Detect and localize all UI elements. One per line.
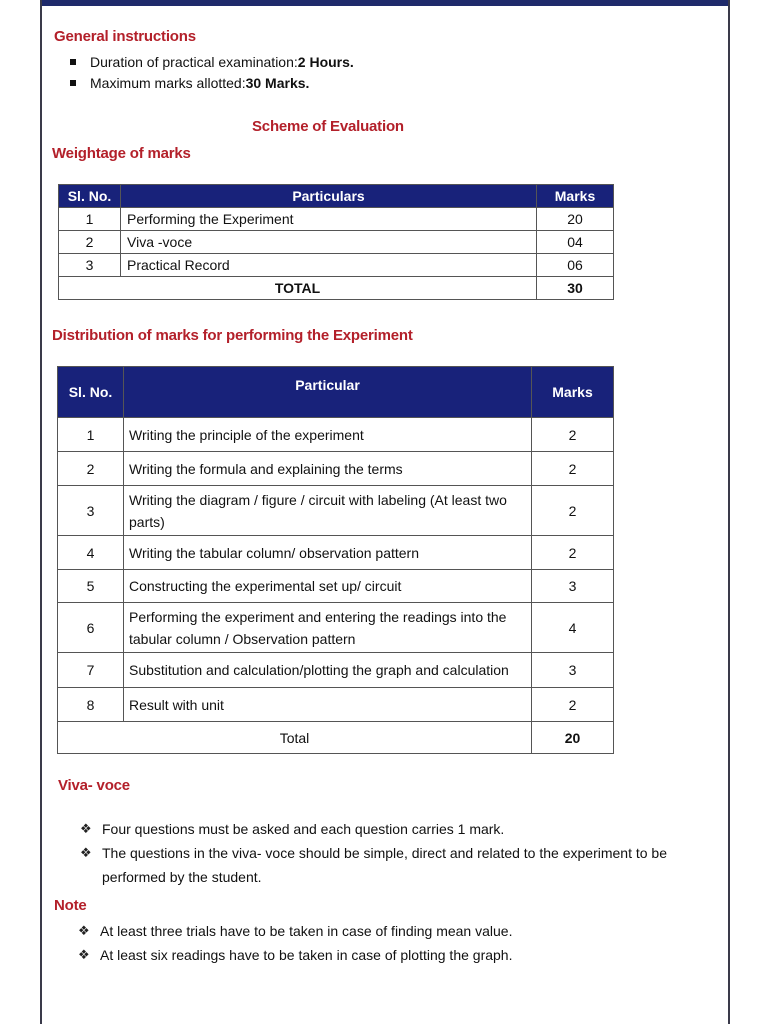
row-marks: 2 <box>532 486 614 536</box>
diamond-bullet-icon: ❖ <box>78 947 90 962</box>
list-item <box>80 841 700 889</box>
general-instructions-list <box>70 52 354 94</box>
general-instructions-heading: General instructions <box>54 28 196 45</box>
row-particular: Writing the principle of the experiment <box>124 418 532 452</box>
total-row <box>58 722 614 754</box>
row-marks: 2 <box>532 688 614 722</box>
list-item <box>78 919 698 943</box>
row-particular: Viva -voce <box>121 231 537 254</box>
table-row <box>59 208 614 231</box>
distribution-heading: Distribution of marks for performing the Experiment <box>52 327 413 344</box>
row-particular: Substitution and calculation/plotting the graph and calculation <box>124 653 532 688</box>
row-marks: 3 <box>532 653 614 688</box>
general-item-bold: 2 Hours. <box>297 54 354 70</box>
note-item-text: At least three trials have to be taken in case of finding mean value. <box>100 923 513 939</box>
table-header-row <box>58 367 614 418</box>
row-number: 7 <box>58 653 124 688</box>
row-number: 1 <box>59 208 121 231</box>
row-number: 3 <box>58 486 124 536</box>
table-row <box>58 570 614 603</box>
row-particular: Constructing the experimental set up/ circuit <box>124 570 532 603</box>
table-row <box>58 688 614 722</box>
row-particular: Writing the formula and explaining the terms <box>124 452 532 486</box>
row-number: 6 <box>58 603 124 653</box>
note-list <box>78 919 698 967</box>
general-item-text: Duration of practical examination: <box>90 54 298 70</box>
column-header-sl-no: Sl. No. <box>59 185 121 208</box>
table-row <box>58 452 614 486</box>
list-item <box>80 817 700 841</box>
row-number: 4 <box>58 536 124 570</box>
general-item-bold: 30 Marks. <box>245 75 310 91</box>
viva-voce-list <box>80 817 700 889</box>
table-row <box>58 603 614 653</box>
general-item-text: Maximum marks allotted: <box>90 75 246 91</box>
column-header-marks: Marks <box>532 367 614 418</box>
row-particular: Writing the tabular column/ observation pattern <box>124 536 532 570</box>
list-item <box>70 52 354 73</box>
row-marks: 20 <box>537 208 614 231</box>
table-row <box>58 653 614 688</box>
column-header-sl-no: Sl. No. <box>58 367 124 418</box>
row-particular: Result with unit <box>124 688 532 722</box>
column-header-particulars: Particulars <box>121 185 537 208</box>
total-value: 20 <box>532 722 614 754</box>
row-marks: 2 <box>532 536 614 570</box>
table-header-row <box>59 185 614 208</box>
weightage-heading: Weightage of marks <box>52 145 191 162</box>
total-label: TOTAL <box>59 277 537 300</box>
row-particular: Performing the experiment and entering the readings into the tabular column / Observation pattern <box>124 603 532 653</box>
total-row <box>59 277 614 300</box>
viva-voce-heading: Viva- voce <box>58 777 130 794</box>
note-heading: Note <box>54 897 87 914</box>
total-label: Total <box>58 722 532 754</box>
diamond-bullet-icon: ❖ <box>80 821 92 836</box>
row-particular: Performing the Experiment <box>121 208 537 231</box>
row-marks: 2 <box>532 418 614 452</box>
viva-item-text: Four questions must be asked and each question carries 1 mark. <box>102 821 505 837</box>
row-particular: Practical Record <box>121 254 537 277</box>
row-number: 1 <box>58 418 124 452</box>
list-item <box>78 943 698 967</box>
scheme-title: Scheme of Evaluation <box>252 118 404 135</box>
row-number: 3 <box>59 254 121 277</box>
list-item <box>70 73 354 94</box>
column-header-particular: Particular <box>124 367 532 418</box>
row-marks: 2 <box>532 452 614 486</box>
row-particular: Writing the diagram / figure / circuit with labeling (At least two parts) <box>124 486 532 536</box>
row-number: 8 <box>58 688 124 722</box>
diamond-bullet-icon: ❖ <box>80 845 92 860</box>
total-value: 30 <box>537 277 614 300</box>
row-marks: 04 <box>537 231 614 254</box>
column-header-marks: Marks <box>537 185 614 208</box>
row-number: 2 <box>58 452 124 486</box>
row-number: 5 <box>58 570 124 603</box>
row-marks: 06 <box>537 254 614 277</box>
note-item-text: At least six readings have to be taken in case of plotting the graph. <box>100 947 513 963</box>
square-bullet-icon <box>70 80 76 86</box>
row-number: 2 <box>59 231 121 254</box>
table-row <box>58 486 614 536</box>
square-bullet-icon <box>70 59 76 65</box>
table-row <box>58 418 614 452</box>
row-marks: 3 <box>532 570 614 603</box>
diamond-bullet-icon: ❖ <box>78 923 90 938</box>
distribution-table <box>57 366 614 754</box>
table-row <box>59 254 614 277</box>
viva-item-text: The questions in the viva- voce should be simple, direct and related to the experiment to be performed by the student. <box>102 845 667 885</box>
weightage-table <box>58 184 614 300</box>
row-marks: 4 <box>532 603 614 653</box>
table-row <box>58 536 614 570</box>
table-row <box>59 231 614 254</box>
